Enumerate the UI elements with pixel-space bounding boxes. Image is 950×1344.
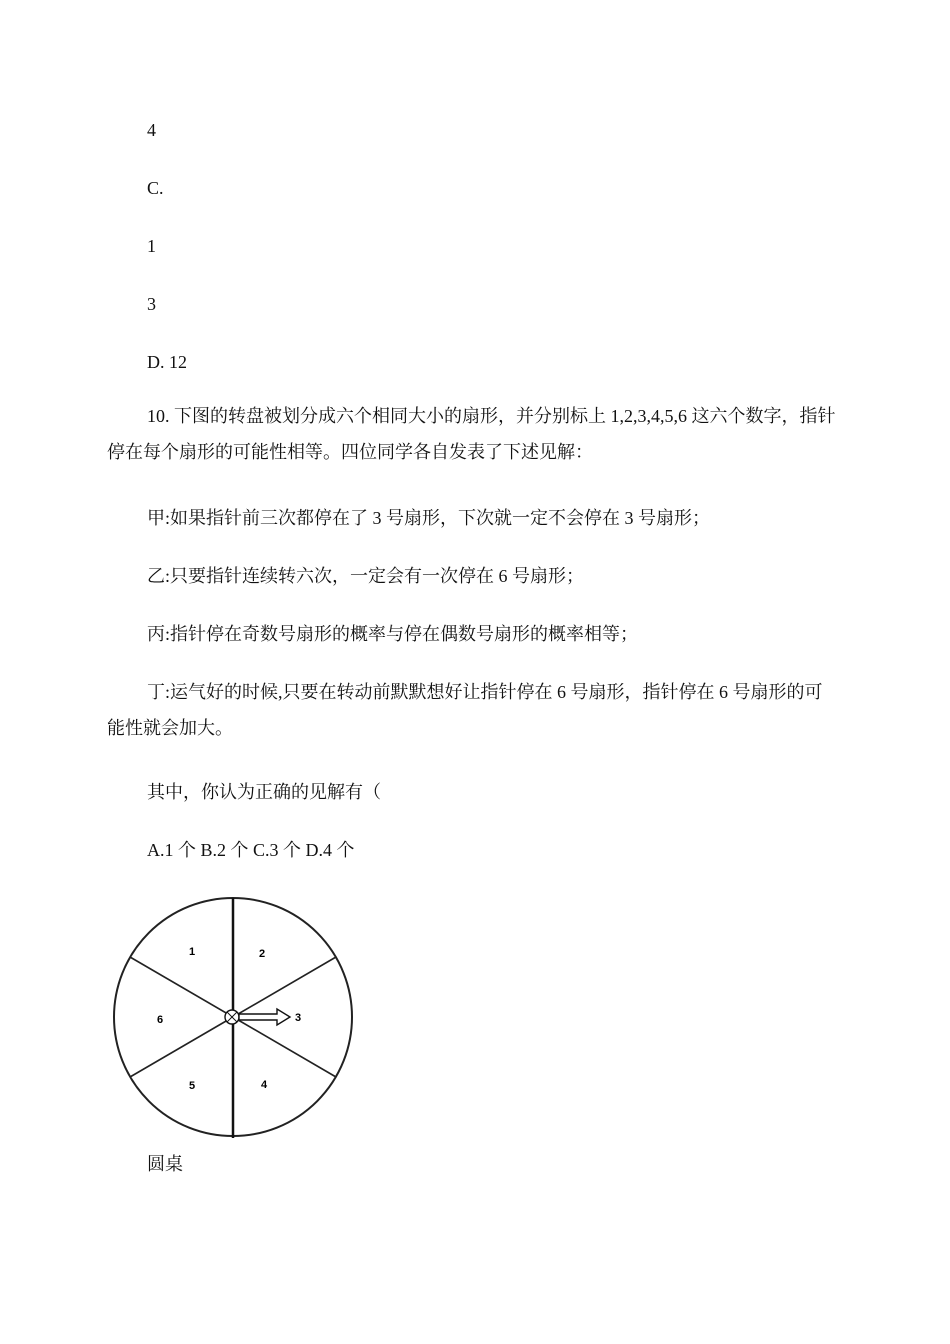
fraction-denominator: 3 xyxy=(147,294,156,314)
sector-label-2: 2 xyxy=(258,948,266,960)
fraction-numerator: 1 xyxy=(147,236,156,256)
sector-label-6: 6 xyxy=(156,1014,164,1026)
statement-ding: 丁:运气好的时候,只要在转动前默默想好让指针停在 6 号扇形，指针停在 6 号扇形的可能性就会加大。 xyxy=(107,682,823,738)
sector-label-3: 3 xyxy=(294,1012,302,1024)
spinner-wheel-diagram xyxy=(112,893,362,1143)
question-10-intro: 10. 下图的转盘被划分成六个相同大小的扇形，并分别标上 1,2,3,4,5,6 这六个数字，指针停在每个扇形的可能性相等。四位同学各自发表了下述见解： xyxy=(107,406,836,462)
sector-label-4: 4 xyxy=(260,1079,268,1091)
figure-caption: 圆桌 xyxy=(147,1154,183,1174)
answer-options: A.1 个 B.2 个 C.3 个 D.4 个 xyxy=(147,840,355,860)
option-d: D. 12 xyxy=(147,352,187,372)
statement-yi: 乙:只要指针连续转六次，一定会有一次停在 6 号扇形； xyxy=(147,566,584,586)
divider-lower-right xyxy=(233,1017,336,1077)
pointer-arrow xyxy=(239,1009,290,1025)
answer-fragment-4: 4 xyxy=(147,120,156,140)
divider-upper-left xyxy=(130,957,233,1017)
option-c-label: C. xyxy=(147,178,164,198)
statement-bing: 丙:指针停在奇数号扇形的概率与停在偶数号扇形的概率相等； xyxy=(147,624,638,644)
divider-upper-right xyxy=(233,957,336,1017)
divider-lower-left xyxy=(130,1017,233,1077)
sector-label-5: 5 xyxy=(188,1080,196,1092)
sector-label-1: 1 xyxy=(188,946,196,958)
question-prompt: 其中，你认为正确的见解有（ xyxy=(147,782,381,802)
statement-jia: 甲:如果指针前三次都停在了 3 号扇形，下次就一定不会停在 3 号扇形； xyxy=(147,508,710,528)
